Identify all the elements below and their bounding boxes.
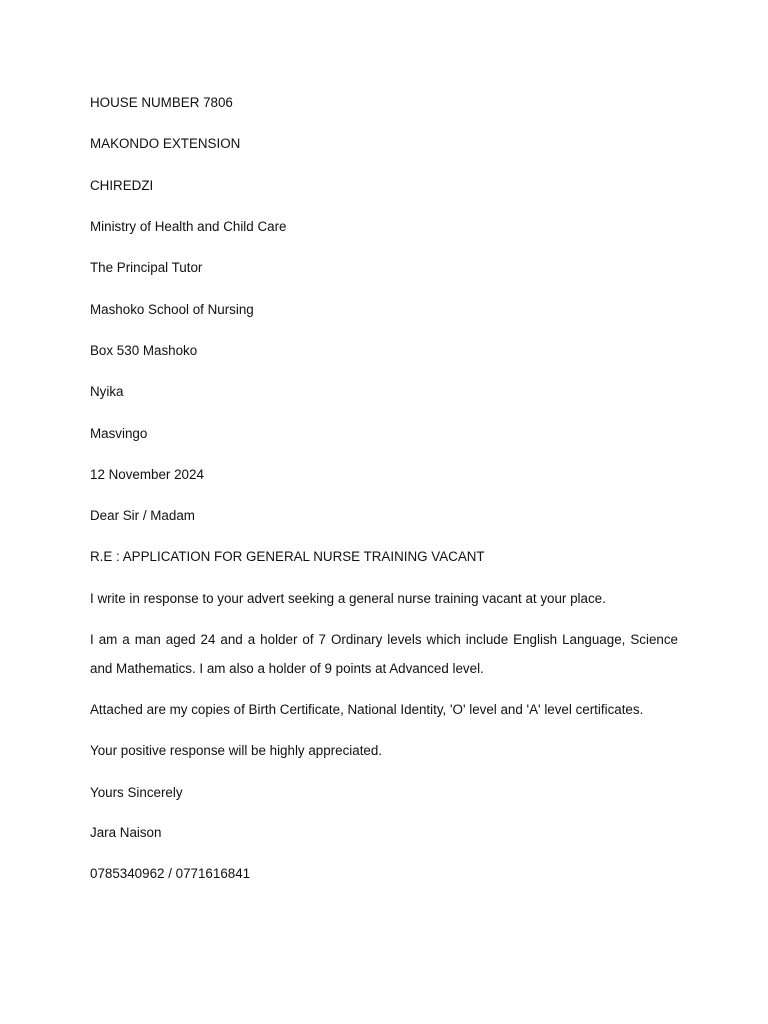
body-paragraph-1: I write in response to your advert seeking a general nurse training vacant at your place.: [90, 591, 606, 606]
sender-area: MAKONDO EXTENSION: [90, 136, 241, 151]
sender-house: HOUSE NUMBER 7806: [90, 95, 233, 110]
recipient-school: Mashoko School of Nursing: [90, 302, 254, 317]
recipient-ministry: Ministry of Health and Child Care: [90, 219, 287, 234]
signature-name: Jara Naison: [90, 825, 162, 840]
body-paragraph-2: I am a man aged 24 and a holder of 7 Ordinary levels which include English Language, Science and Mathematics. I am also a holder of 9 points at Advanced level.: [90, 632, 678, 676]
phone-numbers: 0785340962 / 0771616841: [90, 866, 251, 881]
recipient-province: Masvingo: [90, 426, 148, 441]
subject-line: R.E : APPLICATION FOR GENERAL NURSE TRAINING VACANT: [90, 549, 485, 564]
salutation: Dear Sir / Madam: [90, 508, 195, 523]
sender-town: CHIREDZI: [90, 178, 154, 193]
letter-date: 12 November 2024: [90, 467, 204, 482]
body-paragraph-4: Your positive response will be highly appreciated.: [90, 743, 383, 758]
body-paragraph-3: Attached are my copies of Birth Certificate, National Identity, 'O' level and 'A' level certificates.: [90, 702, 644, 717]
closing: Yours Sincerely: [90, 785, 183, 800]
recipient-title: The Principal Tutor: [90, 260, 203, 275]
recipient-locality: Nyika: [90, 384, 124, 399]
recipient-box: Box 530 Mashoko: [90, 343, 198, 358]
